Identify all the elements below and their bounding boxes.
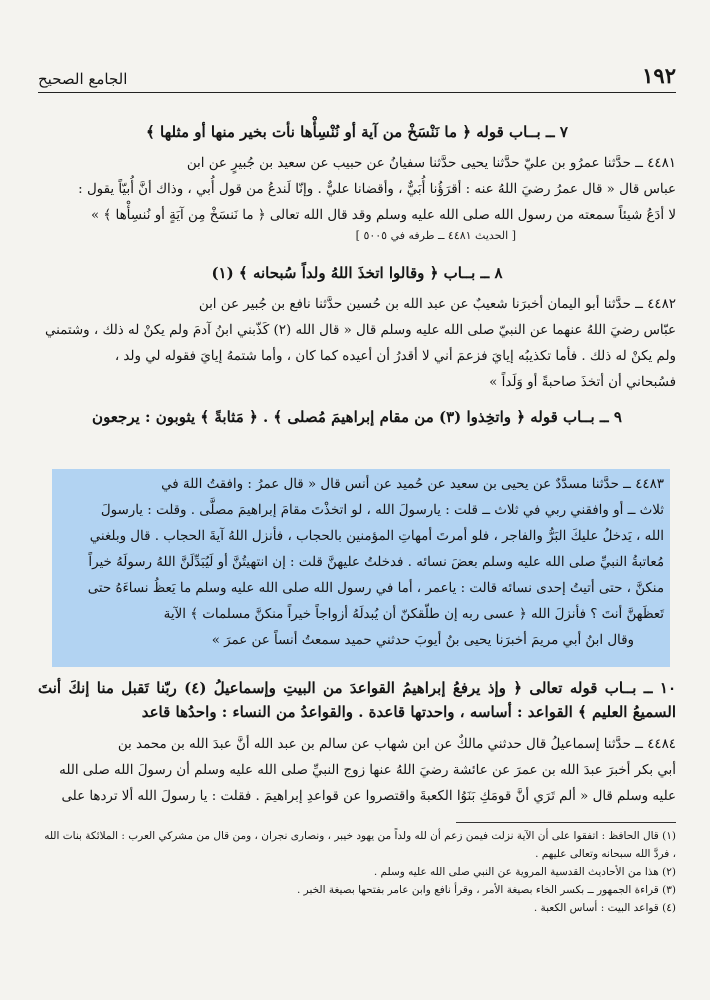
chapter-heading: ٩ ــ بــاب قوله ﴿ واتخِذوا (٣) من مقام إبراهيمَ مُصلى ﴾ . ﴿ مَثابةً ﴾ يثوبون : يرجعون	[92, 408, 622, 426]
hadith-line: وقال ابنُ أبي مريمَ أخبرَنا يحيى بنُ أيوبَ حدثني حميد سمعتُ أنساً عن عمرَ »	[211, 633, 634, 648]
hadith-line: ثلاث ــ أو وافقني ربي في ثلاث ــ قلت : يارسولَ الله ، لو اتخذْتَ مقامَ إبراهيمَ مصلَّى . وقلت : يارسولَ	[100, 503, 664, 518]
footnote: (١) قال الحافظ : اتفقوا على أن الآية نزلت فيمن زعم أن لله ولداً من يهود خيبر ، ونصارى نجران ، ومن قال من مشركي العرب : الملائكة بنات الله ، فردَّ الله سبحانه وتعالى عليهم .	[44, 830, 676, 860]
hadith-line: فسُبحاني أن أتخذَ صاحبةً أو وَلَداً »	[489, 375, 676, 390]
page-number: ١٩٢	[642, 63, 676, 88]
hadith-line: أبي بكر أخبرَ عبدَ الله بن عمرَ عن عائشة رضيَ اللهُ عنها زوج النبيِّ صلى الله عليه وسلم أن رسولَ الله صلى الله	[59, 763, 676, 778]
hadith-line: ٤٤٨١ ــ حدَّثنا عمرُو بن عليّ حدَّثنا يحيى حدَّثنا سفيانُ عن حبيب عن سعيد بن جُبيرٍ عن ابن	[186, 156, 676, 171]
hadith-line: عبّاس رضيَ اللهُ عنهما عن النبيّ صلى الله عليه وسلم قال « قال الله (٢) كَذّبني ابنُ آدمَ ولم يكنْ له ذلك ، وشتمني	[44, 323, 676, 338]
hadith-line: لا أدَعُ شيئاً سمعته من رسول الله صلى الله عليه وسلم وقد قال الله تعالى ﴿ ما نَنسَخْ مِن آيَةٍ أو نُنسِأْها ﴾ »	[90, 208, 676, 223]
hadith-line: مُعاتبةُ النبيِّ صلى الله عليه وسلم بعضَ نسائه . فدخلتُ عليهنَّ قلت : إن انتهيتُنَّ أو لَيُبَدِّلَنَّ اللهُ رسولَهُ خيراً	[88, 555, 664, 570]
lower-page	[38, 676, 676, 917]
hadith-line: ٤٤٨٣ ــ حدَّثنا مسدَّدٌ عن يحيى بن سعيد عن حُميد عن أنس قال « قال عمرُ : وافقتُ اللهَ في	[161, 477, 664, 492]
book-page	[38, 58, 676, 426]
hadith-line: تَعظَهنَّ أنتَ ؟ فأنزلَ الله ﴿ عسى ربه إن طلّقكنّ أن يُبدلَهُ أزواجاً خيراً منكنَّ مسلمات ﴾ الآية	[163, 607, 664, 622]
hadith-reference: [ الحديث ٤٤٨١ ــ طرفه في ٥٠٠٥ ]	[355, 229, 516, 242]
page-header	[38, 58, 676, 93]
highlighted-hadith	[52, 472, 664, 654]
chapter-heading: ٧ ــ بــاب قوله ﴿ ما نَنْسَخْ من آية أو نُنْسِأْها نأت بخير منها أو مثلها ﴾	[146, 123, 568, 141]
hadith-line: ٤٤٨٢ ــ حدَّثنا أبو اليمان أخبرَنا شعيبٌ عن عبد الله بن حُسين حدَّثنا نافع بن جُبير عن ابن	[198, 297, 676, 312]
hadith-line: ٤٤٨٤ ــ حدَّثنا إسماعيلُ قال حدثني مالكٌ عن ابن شهاب عن سالم بن عبد الله أنَّ عبدَ الله بن محمد بن	[117, 737, 676, 752]
hadith-line: منكنَّ ، حتى أتيتُ إحدى نسائه قالت : ياعمر ، أما في رسول الله صلى الله عليه وسلم ما يَعظُ نساءَهُ حتى	[87, 581, 664, 596]
chapter-heading: ١٠ ــ بــاب قوله تعالى ﴿ وإذ يرفعُ إبراهيمُ القواعدَ من البيتِ وإسماعيلُ (٤) ربّنا تَقبل منا إنكَ أنتَ السميعُ العليم ﴾ القواعد : أساسه ، واحدتها قاعدة . والقواعدُ من النساء : واحدُها قاعد	[38, 679, 677, 721]
footnote: (٤) قواعد البيت : أساس الكعبة .	[533, 902, 676, 914]
footnote: (٣) قراءة الجمهور ــ بكسر الخاء بصيغة الأمر ، وقرأ نافع وابن عامر بفتحها بصيغة الخبر .	[296, 884, 676, 896]
hadith-line: عليه وسلم قال « ألم تَرَي أنَّ قومَكِ بَنَوُا الكعبةَ واقتصروا عن قواعدِ إبراهيمَ . فقلت : يا رسولَ الله ألا تردها على	[61, 789, 676, 804]
hadith-line: ولم يكنْ له ذلك . فأما تكذيبُه إيايَ فزعمَ أني لا أقدرُ أن أعيده كما كان ، وأما شتمهُ إيايَ فقوله لي ولد ،	[114, 349, 676, 364]
hadith-line: الله ، يَدخلُ عليكَ البَرُّ والفاجر ، فلو أمرتَ أمهاتِ المؤمنين بالحجاب ، فأنزل اللهُ آيةَ الحجاب . قال وبلغني	[89, 529, 664, 544]
chapter-heading: ٨ ــ بــاب ﴿ وقالوا اتخذَ اللهُ ولداً سُبحانه ﴾ (١)	[211, 264, 503, 282]
hadith-line: عباس قال « قال عمرُ رضيَ اللهُ عنه : أقرَؤُنا أُبَيٌّ ، وأقضانا عليٌّ . وإنّا لَندعُ من قول أُبي ، وذاك أنَّ أُبيّاً يقول :	[78, 182, 676, 197]
running-title: الجامع الصحيح	[38, 70, 128, 88]
footnote: (٢) هذا من الأحاديث القدسية المروية عن النبي صلى الله عليه وسلم .	[373, 866, 676, 878]
